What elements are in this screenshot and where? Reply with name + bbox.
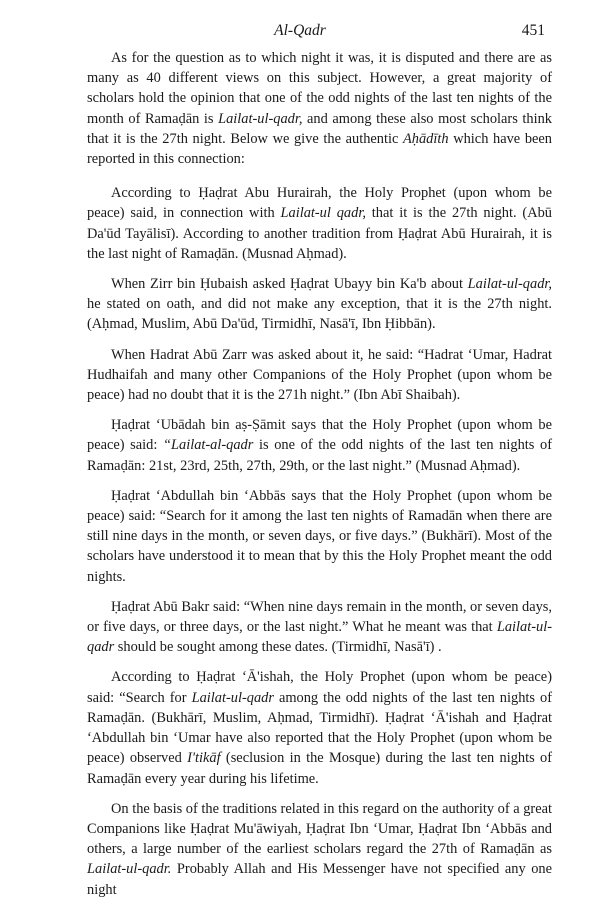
italic-term: Lailat-ul-qadr, — [467, 276, 552, 293]
text-run: that it is the 27th night. (Abū Da'ūd Tayālisī). According to another tradition from Ḥaḍrat Abū Hurairah, it is the last night of Ramaḍān. (Musnad Aḥmad). — [87, 205, 552, 262]
italic-term: Lailat-ul qadr, — [280, 205, 366, 222]
text-run: When Zirr bin Ḥubaish asked Ḥaḍrat Ubayy bin Ka'b about — [111, 276, 468, 293]
paragraph — [87, 183, 552, 264]
italic-term: Lailat-ul-qadr. — [87, 861, 172, 878]
body-text — [87, 48, 552, 910]
paragraph — [87, 345, 552, 406]
page-header — [0, 22, 600, 44]
paragraph — [87, 486, 552, 587]
italic-term: Aḥādīth — [403, 130, 449, 147]
text-run: Probably Allah and His Messenger have not specified any one night — [87, 861, 552, 898]
text-run: Ḥaḍrat ‘Abdullah bin ‘Abbās says that the Holy Prophet (upon whom be peace) said: “Search for it among the last ten nights of Ramadān when there are still nine days in the month, or seven days, or five days.” (Bukhārī). Most of the scholars have understood it to mean that by this the Holy Prophet meant the odd nights. — [87, 487, 552, 585]
text-run: among the odd nights of the last ten nights of Ramaḍān. (Bukhārī, Muslim, Aḥmad, Tirmidhī). Ḥaḍrat ‘Ā'ishah and Ḥaḍrat ‘Abdullah bin ‘Umar have also reported that the Holy Prophet (upon whom be peace) observed — [87, 689, 552, 767]
text-run: and among these also most scholars think that it is the 27th night. Below we give the authentic — [87, 110, 552, 147]
page-number: 451 — [521, 22, 545, 39]
text-run: When Hadrat Abū Zarr was asked about it, he said: “Hadrat ‘Umar, Hadrat Hudhaifah and many other Companions of the Holy Prophet (upon whom be peace) had no doubt that it is the 271h night.” (Ibn Abī Shaibah). — [87, 346, 552, 404]
italic-term: Lailat-ul-qadr, — [218, 110, 303, 127]
text-run: is one of the odd nights of the last ten nights of Ramaḍān: 21st, 23rd, 25th, 27th, 29th, or the last night.” (Musnad Aḥmad). — [87, 437, 552, 474]
italic-term: “Lailat-al-qadr — [163, 437, 254, 454]
paragraph — [87, 667, 552, 788]
text-run: he stated on oath, and did not make any exception, that it is the 27th night. (Aḥmad, Muslim, Abū Da'ūd, Tirmidhī, Nasā'ī, Ibn Ḥibbān). — [87, 296, 552, 333]
text-run: should be sought among these dates. (Tirmidhī, Nasā'ī) . — [114, 639, 442, 656]
text-run: According to Ḥaḍrat ‘Ā'ishah, the Holy Prophet (upon whom be peace) said: “Search for — [87, 669, 552, 706]
paragraph — [87, 799, 552, 900]
text-run: As for the question as to which night it was, it is disputed and there are as many as 40 different views on this subject. However, a great majority of scholars hold the opinion that one of the odd nights of the last ten nights of the month of Ramaḍān is — [87, 50, 552, 127]
paragraph — [87, 415, 552, 476]
text-run: which have been reported in this connection: — [87, 130, 552, 168]
running-title: Al-Qadr — [274, 22, 326, 39]
italic-term: Lailat-ul-qadr — [87, 619, 552, 656]
text-run: According to Ḥaḍrat Abu Hurairah, the Holy Prophet (upon whom be peace) said, in connection with — [87, 185, 552, 222]
paragraph — [87, 597, 552, 658]
paragraph — [87, 274, 552, 335]
text-run: (seclusion in the Mosque) during the last ten nights of Ramaḍān every year during his lifetime. — [87, 750, 552, 787]
paragraph — [87, 48, 552, 169]
text-run: On the basis of the traditions related in this regard on the authority of a great Companions like Ḥaḍrat Mu'āwiyah, Ḥaḍrat Ibn ‘Umar, Ḥaḍrat Ibn ‘Abbās and others, a large number of the earliest scholars regard the 27th of Ramaḍān as — [87, 800, 552, 858]
italic-term: I'tikāf — [187, 750, 221, 767]
italic-term: Lailat-ul-qadr — [191, 689, 274, 706]
text-run: Ḥaḍrat ‘Ubādah bin aṣ-Ṣāmit says that the Holy Prophet (upon whom be peace) said: — [87, 417, 552, 454]
text-run: Ḥaḍrat Abū Bakr said: “When nine days remain in the month, or seven days, or five days, or three days, or the last night.” What he meant was that — [87, 598, 552, 636]
